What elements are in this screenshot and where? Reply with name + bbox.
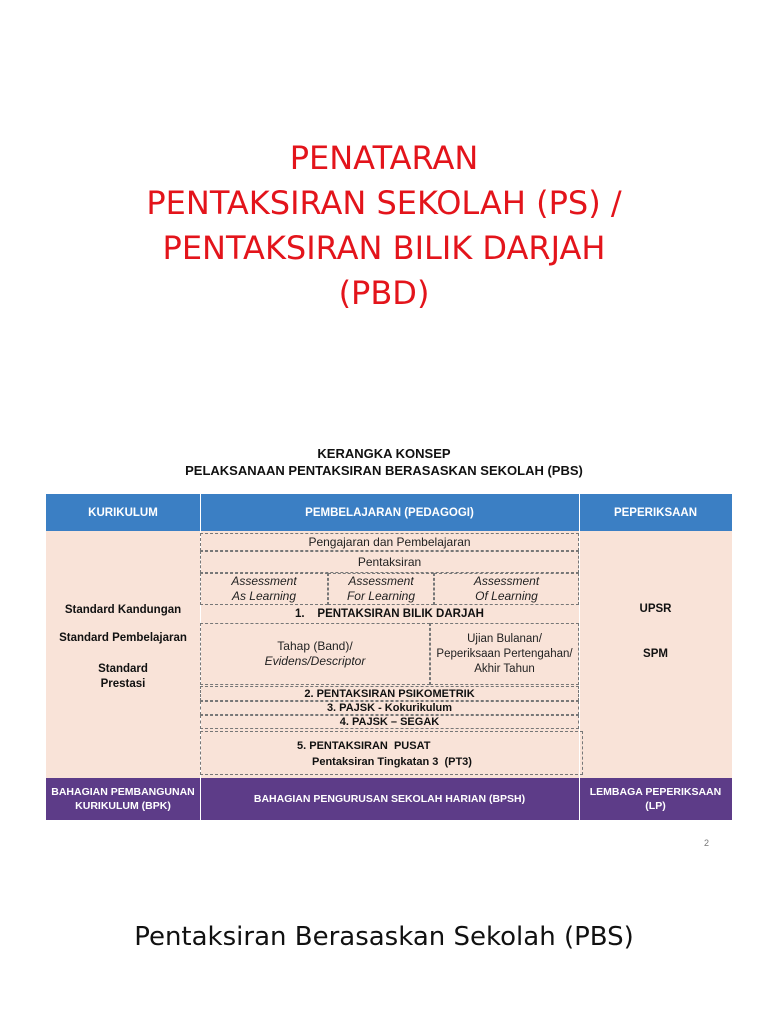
pentaksiran-pusat	[200, 731, 583, 775]
lp-line-2: (LP)	[645, 800, 666, 812]
title-line-4: (PBD)	[338, 274, 430, 312]
ujian-line-2: Peperiksaan Pertengahan/	[436, 647, 573, 660]
footer-lp	[579, 778, 732, 820]
standard-prestasi-2: Prestasi	[100, 678, 146, 690]
bpk-line-1: BAHAGIAN PEMBANGUNAN	[51, 786, 195, 798]
assessment-for-learning	[328, 573, 434, 605]
slide-title	[0, 136, 768, 316]
footer-divider	[579, 778, 580, 820]
framework-heading: KERANGKA KONSEP	[317, 446, 451, 461]
title-line-3: PENTAKSIRAN BILIK DARJAH	[162, 229, 606, 267]
footer-bpk	[46, 778, 200, 820]
pajsk-segak: 4. PAJSK – SEGAK	[200, 715, 579, 729]
of-learning-line-2: Of Learning	[475, 589, 538, 603]
for-learning-line-1: Assessment	[348, 574, 414, 588]
header-kurikulum: KURIKULUM	[46, 494, 200, 531]
title-line-2: PENTAKSIRAN SEKOLAH (PS) /	[146, 184, 622, 222]
framework-table	[46, 494, 732, 820]
slide-number: 2	[704, 838, 710, 848]
tahap-line-1: Tahap (Band)/	[277, 639, 353, 653]
pusat-line-2: Pentaksiran Tingkatan 3 (PT3)	[312, 756, 472, 768]
kurikulum-column	[46, 531, 200, 778]
pusat-line-1: 5. PENTAKSIRAN PUSAT	[297, 740, 431, 752]
for-learning-line-2: For Learning	[346, 589, 416, 603]
title-line-1: PENATARAN	[289, 139, 479, 177]
footer-bpsh: BAHAGIAN PENGURUSAN SEKOLAH HARIAN (BPSH)	[200, 778, 579, 820]
pentaksiran-bilik-darjah: 1. PENTAKSIRAN BILIK DARJAH	[295, 607, 484, 620]
framework-subheading: PELAKSANAAN PENTAKSIRAN BERASASKAN SEKOLAH (PBS)	[185, 463, 583, 478]
as-learning-line-1: Assessment	[231, 574, 297, 588]
spm-label: SPM	[643, 648, 668, 660]
pentaksiran-psikometrik: 2. PENTAKSIRAN PSIKOMETRIK	[200, 686, 579, 701]
lp-line-1: LEMBAGA PEPERIKSAAN	[589, 786, 722, 798]
ujian-bulanan	[430, 623, 579, 685]
assessment-of-learning	[434, 573, 579, 605]
footer-divider	[200, 778, 201, 820]
row-pdp: Pengajaran dan Pembelajaran	[200, 533, 579, 551]
of-learning-line-1: Assessment	[473, 574, 540, 588]
header-peperiksaan: PEPERIKSAAN	[579, 494, 732, 531]
header-divider	[579, 494, 580, 531]
as-learning-line-2: As Learning	[231, 589, 297, 603]
caption: Pentaksiran Berasaskan Sekolah (PBS)	[134, 922, 634, 952]
ujian-line-3: Akhir Tahun	[474, 662, 535, 675]
standard-pembelajaran: Standard Pembelajaran	[59, 632, 187, 644]
row-pentaksiran: Pentaksiran	[200, 551, 579, 573]
ujian-line-1: Ujian Bulanan/	[467, 632, 542, 645]
pajsk-kokurikulum: 3. PAJSK - Kokurikulum	[200, 701, 579, 715]
bpk-line-2: KURIKULUM (BPK)	[75, 800, 171, 812]
header-divider	[200, 494, 201, 531]
tahap-line-2: Evidens/Descriptor	[264, 654, 366, 668]
standard-kandungan: Standard Kandungan	[64, 604, 182, 616]
assessment-as-learning	[200, 573, 328, 605]
standard-prestasi-1: Standard	[98, 663, 148, 675]
tahap-band	[200, 623, 430, 685]
header-pembelajaran: PEMBELAJARAN (PEDAGOGI)	[200, 494, 579, 531]
upsr-label: UPSR	[639, 603, 672, 615]
